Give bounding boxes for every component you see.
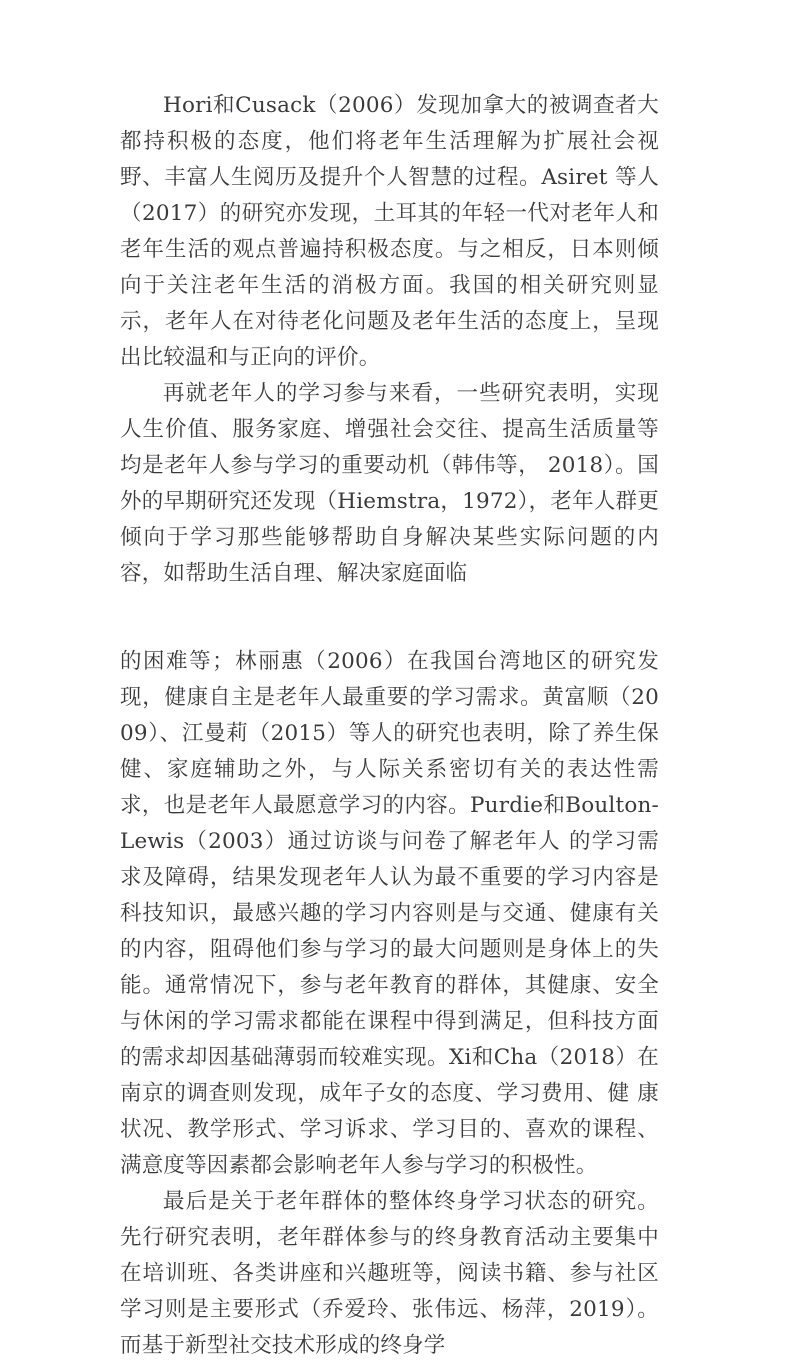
paragraph-lifelong-learning: 最后是关于老年群体的整体终身学习状态的研究。先行研究表明，老年群体参与的终身教育活动主要集中在培训班、各类讲座和兴趣班等，阅读书籍、参与社区学习则是主要形式（乔爱玲、张伟远、杨萍，2019）。而基于新型社交技术形成的终身学 [120, 1189, 659, 1358]
paragraph-learning-participation: 再就老年人的学习参与来看，一些研究表明，实现人生价值、服务家庭、增强社会交往、提高生活质量等均是老年人参与学习的重要动机（韩伟等， 2018）。国外的早期研究还发现（Hiemstra，1972），老年人群更倾向于学习那些能够帮助自身解决某些实际问题的内容，如帮助生活自理、解决家庭面临 [120, 381, 659, 586]
text-block-upper [120, 88, 659, 592]
paragraph-learning-needs: 的困难等；林丽惠（2006）在我国台湾地区的研究发现，健康自主是老年人最重要的学习需求。黄富顺（2009）、江曼莉（2015）等人的研究也表明，除了养生保健、家庭辅助之外，与人际关系密切有关的表达性需求，也是老年人最愿意学习的内容。Purdie和Boulton-Lewis（2003）通过访谈与问卷了解老年人 的学习需求及障碍，结果发现老年人认为最不重要的学习内容是科技知识，最感兴趣的学习内容则是与交通、健康有关的内容，阻碍他们参与学习的最大问题则是身体上的失能。通常情况下，参与老年教育的群体，其健康、安全与休闲的学习需求都能在课程中得到满足，但科技方面的需求却因基础薄弱而较难实现。Xi和Cha（2018）在南京的调查则发现，成年子女的态度、学习费用、健 康状况、教学形式、学习诉求、学习目的、喜欢的课程、满意度等因素都会影响老年人参与学习的积极性。 [120, 649, 659, 1178]
text-block-lower [120, 644, 659, 1364]
paragraph-hori-cusack: Hori和Cusack（2006）发现加拿大的被调查者大都持积极的态度，他们将老年生活理解为扩展社会视野、丰富人生阅历及提升个人智慧的过程。Asiret 等人（2017）的研究亦发现，土耳其的年轻一代对老年人和老年生活的观点普遍持积极态度。与之相反，日本则倾向于关注老年生活的消极方面。我国的相关研究则显示，老年人在对待老化问题及老年生活的态度上，呈现出比较温和与正向的评价。 [120, 93, 659, 370]
section-break-gap [120, 592, 659, 644]
body-text-column [120, 88, 659, 1364]
